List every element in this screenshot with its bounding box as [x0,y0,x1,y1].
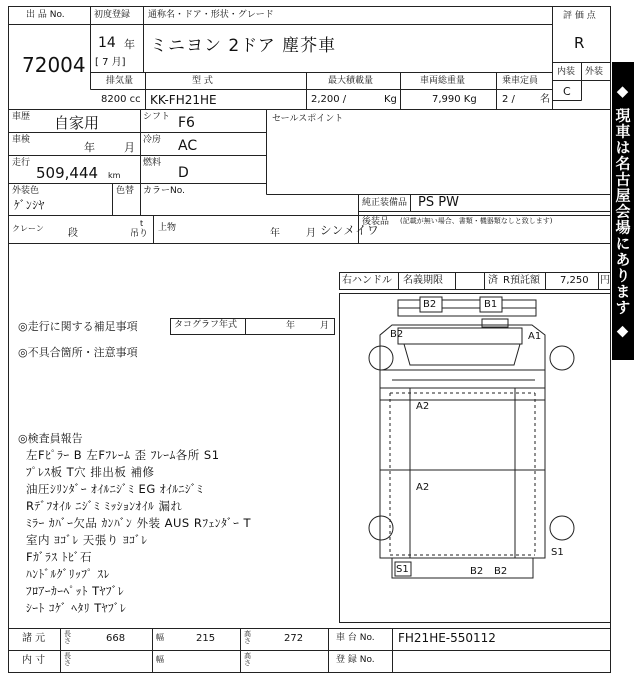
fuel-value: D [178,165,189,181]
equipment-value: PS PW [418,195,459,210]
ac-value: AC [178,138,198,154]
model-name: ミニヨン 2ドア 塵芥車 [150,36,337,56]
inspection-month: 月 [124,141,135,154]
crane-top-maker: シンメイワ [320,223,380,237]
crane-top-year: 年 [270,228,280,239]
crane-top-month: 月 [306,228,316,239]
inspector-line: 油圧ｼﾘﾝﾀﾞｰ ｵｲﾙﾆｼﾞﾐ EG ｵｲﾙﾆｼﾞﾐ [26,482,204,496]
mark-a2-lower: A2 [416,482,430,493]
history-value: 自家用 [54,114,100,132]
side-banner: ◆ 現車は名古屋会場にあります ◆ [612,62,634,360]
gross-weight-value: 7,990 Kg [432,94,477,105]
displacement-value: 8200 cc [101,94,141,105]
color-value: ｹﾞﾝｼﾔ [14,198,45,212]
truck-diagram [369,300,574,578]
mark-a1-right: A1 [528,331,542,342]
first-reg-month: [ 7 月] [95,57,126,68]
retrofit-label: 後装品 [362,217,390,227]
height-label: 高さ [244,630,251,645]
tachograph-year: 年 [286,321,296,331]
interior-value: C [563,85,571,98]
recycle-value: 7,250 [560,275,589,286]
inspector-line: Fｶﾞﾗｽ ﾄﾋﾞ石 [26,550,93,564]
inspector-line: ﾊﾝﾄﾞﾙｸﾞﾘｯﾌﾟ ｽﾚ [26,567,110,581]
inspector-line: ﾐﾗｰ ｶﾊﾞｰ欠品 ｶﾝﾊﾞﾝ 外装 AUS Rﾌｪﾝﾀﾞｰ T [26,516,252,530]
inspector-line: ﾌﾟﾚｽ板 T穴 排出板 補修 [26,465,155,479]
interior-dims-label: 内 寸 [22,655,46,666]
gross-weight-label: 車両総重量 [420,76,466,86]
height-value: 272 [284,633,304,644]
recycle-mark: 済 [488,275,498,286]
inspector-line: Rﾃﾞﾌｵｲﾙ ﾆｼﾞﾐ ﾐｯｼｮﾝｵｲﾙ 漏れ [26,499,183,513]
mileage-label: 走行 [12,158,31,168]
recycle-label: R預託額 [503,275,540,286]
fuel-label: 燃料 [143,158,162,168]
int-width-label: 幅 [156,655,164,664]
length-value: 668 [106,633,126,644]
crane-lift: 吊り [130,229,149,239]
mark-b2-bottom2: B2 [494,566,508,577]
mileage-unit: km [108,171,121,180]
mark-a2-upper: A2 [416,401,430,412]
tachograph-month: 月 [320,321,330,331]
dims-label: 諸 元 [22,633,46,644]
history-label: 車歴 [12,112,31,122]
color-no-label: 色替 [116,186,135,196]
mark-b2-bottom: B2 [470,566,484,577]
grade-value: R [574,34,585,52]
width-value: 215 [196,633,216,644]
width-label: 幅 [156,633,164,642]
crane-top-label: 上物 [158,223,177,233]
driving-notes-label: ◎走行に関する補足事項 [18,320,138,333]
mark-b1-top: B1 [484,299,498,310]
mileage-value: 509,444 [36,164,99,182]
inspector-lines [26,447,336,617]
crane-stage: 段 [68,228,78,239]
model-name-label: 通称名・ドア・形状・グレード [148,10,274,20]
chassis-label: 車 台 No. [336,633,375,643]
max-load-label: 最大積載量 [328,76,374,86]
mark-b2-top: B2 [423,299,437,310]
capacity-value: 2 / [502,94,515,105]
interior-label: 内装 [557,67,576,77]
capacity-unit: 名 [540,94,550,105]
inspector-line: ﾌﾛｱｰｶｰﾍﾟｯﾄ Tﾔﾌﾞﾚ [26,584,125,598]
shift-label: シフト [143,112,171,122]
displacement-label: 排気量 [106,76,134,86]
transfer-label: 名義期限 [403,275,443,286]
lot-number: 72004 [22,53,86,77]
crane-label: クレーン [12,224,44,233]
inspection-label: 車検 [12,135,31,145]
mark-b2-left: B2 [390,329,404,340]
capacity-label: 乗車定員 [502,76,539,86]
chassis-value: FH21HE-550112 [398,631,496,645]
color-code-label: カラーNo. [143,186,185,196]
inspector-line: 左Fﾋﾟﾗｰ B 左Fﾌﾚｰﾑ 歪 ﾌﾚｰﾑ各所 S1 [26,448,220,462]
mark-s1-bottom-left: S1 [396,564,409,575]
max-load-value: 2,200 / [311,94,347,105]
reg-label: 登 録 No. [336,655,375,665]
inspector-label: ◎検査員報告 [18,432,83,445]
max-load-unit: Kg [384,94,397,105]
crane-ton: t [140,219,144,228]
inspection-year: 年 [84,141,95,154]
ac-label: 冷房 [143,135,162,145]
steering: 右ハンドル [342,275,392,286]
int-length-label: 長さ [64,652,71,667]
length-label: 長さ [64,630,71,645]
retrofit-note: (記載が無い場合、書類・機器類なしと致します) [400,217,553,225]
shift-value: F6 [178,115,195,131]
sales-point-label: セールスポイント [272,114,344,124]
color-label: 外装色 [12,186,40,196]
type-label: 型 式 [192,76,213,86]
tachograph-label: タコグラフ年式 [174,320,238,330]
lot-label: 出 品 No. [26,10,65,20]
recycle-unit: 円 [600,275,610,286]
inspector-line: ｼｰﾄ ｺｹﾞ ﾍﾀﾘ Tﾔﾌﾞﾚ [26,601,127,615]
grade-label: 評 価 点 [563,11,596,21]
defects-label: ◎不具合箇所・注意事項 [18,346,138,359]
inspector-line: 室内 ﾖｺﾞﾚ 天張り ﾖｺﾞﾚ [26,533,148,547]
int-height-label: 高さ [244,652,251,667]
first-reg-label: 初度登録 [94,10,131,20]
first-reg-year: 14 [98,35,116,51]
mark-s1-right: S1 [551,547,564,558]
year-unit: 年 [124,38,135,51]
exterior-label: 外装 [585,67,604,77]
type-value: KK-FH21HE [150,93,217,107]
equipment-label: 純正装備品 [362,198,408,208]
